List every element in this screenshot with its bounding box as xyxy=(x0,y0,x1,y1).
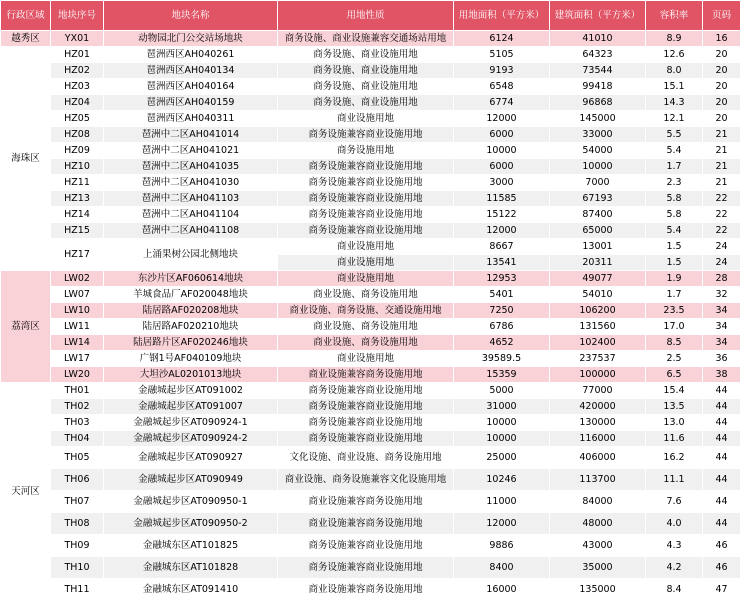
table-row xyxy=(1,223,740,239)
plot-ratio-cell: 1.7 xyxy=(646,287,703,303)
land-area-cell: 6000 xyxy=(454,159,550,175)
parcel-name-cell: 金融城起步区AT090927 xyxy=(104,447,278,469)
parcel-name-cell: 金融城东区AT101828 xyxy=(104,557,278,579)
land-area-cell: 12000 xyxy=(454,111,550,127)
page-cell: 22 xyxy=(703,223,740,239)
table-row xyxy=(1,513,740,535)
plot-ratio-cell: 11.6 xyxy=(646,431,703,447)
far-cell: 1.5 xyxy=(646,239,703,255)
table-row xyxy=(1,319,740,335)
parcel-name-cell: 东沙片区AF060614地块 xyxy=(104,271,278,287)
building-area-cell: 237537 xyxy=(550,351,646,367)
land-area-cell: 9886 xyxy=(454,535,550,557)
table-header-row xyxy=(1,1,740,31)
page-cell: 47 xyxy=(703,579,740,601)
land-area-cell: 6124 xyxy=(454,31,550,47)
parcel-name-cell: 琶洲中二区AH041103 xyxy=(104,191,278,207)
parcel-id-cell: HZ08 xyxy=(51,127,104,143)
page-cell: 16 xyxy=(703,31,740,47)
table-row xyxy=(1,383,740,399)
page-cell: 32 xyxy=(703,287,740,303)
parcel-name-cell: 琶洲西区AH040311 xyxy=(104,111,278,127)
page-cell: 20 xyxy=(703,63,740,79)
parcel-name-cell: 琶洲中二区AH041014 xyxy=(104,127,278,143)
parcel-name-cell: 金融城起步区AT091002 xyxy=(104,383,278,399)
header-land-area: 用地面积（平方米） xyxy=(454,1,550,31)
building-area-cell: 43000 xyxy=(550,535,646,557)
table-row xyxy=(1,63,740,79)
parcel-name-cell: 陆居路AF020210地块 xyxy=(104,319,278,335)
use-cell: 商业设施用地 xyxy=(278,239,454,255)
use-cell: 商业设施用地 xyxy=(278,255,454,271)
land-area-cell: 12953 xyxy=(454,271,550,287)
parcel-name-cell: 琶洲中二区AH041035 xyxy=(104,159,278,175)
land-area-cell: 15122 xyxy=(454,207,550,223)
page-cell: 46 xyxy=(703,535,740,557)
land-use-cell: 商业设施用地 xyxy=(278,111,454,127)
parcel-id-cell: HZ10 xyxy=(51,159,104,175)
building-area-cell: 54000 xyxy=(550,143,646,159)
parcel-name-cell: 琶洲西区AH040164 xyxy=(104,79,278,95)
plot-ratio-cell: 13.5 xyxy=(646,399,703,415)
table-row xyxy=(1,191,740,207)
parcel-id-cell: HZ05 xyxy=(51,111,104,127)
parcel-name-cell: 金融城起步区AT090924-1 xyxy=(104,415,278,431)
table-row xyxy=(1,399,740,415)
land-use-cell: 商务设施兼容商业设施用地 xyxy=(278,535,454,557)
district-cell: 荔湾区 xyxy=(1,271,51,383)
building-area-cell: 99418 xyxy=(550,79,646,95)
page-cell: 36 xyxy=(703,351,740,367)
page-cell: 21 xyxy=(703,143,740,159)
table-row xyxy=(1,491,740,513)
land-use-cell: 商务设施兼容商业设施用地 xyxy=(278,399,454,415)
parcel-id-cell: TH03 xyxy=(51,415,104,431)
land-area-cell: 6548 xyxy=(454,79,550,95)
parcel-id-cell: HZ01 xyxy=(51,47,104,63)
parcel-name-cell: 金融城起步区AT090950-2 xyxy=(104,513,278,535)
table-row xyxy=(1,79,740,95)
parcel-id-cell: TH06 xyxy=(51,469,104,491)
building-area-cell: 64323 xyxy=(550,47,646,63)
parcel-id-cell: TH10 xyxy=(51,557,104,579)
page-cell: 44 xyxy=(703,469,740,491)
page-cell: 22 xyxy=(703,191,740,207)
land-use-cell: 商业设施、商务设施、交通设施用地 xyxy=(278,303,454,319)
land-area-cell: 5105 xyxy=(454,47,550,63)
parcel-name-cell: 琶洲西区AH040159 xyxy=(104,95,278,111)
land-use-cell: 商务设施兼容商业设施用地 xyxy=(278,207,454,223)
parcel-id-cell: LW11 xyxy=(51,319,104,335)
land-use-cell: 商业设施兼容商务设施用地 xyxy=(278,579,454,601)
land-use-cell: 商务设施兼容商业设施用地 xyxy=(278,175,454,191)
land-use-cell: 商务设施兼容商业设施用地 xyxy=(278,415,454,431)
plot-ratio-cell: 2.3 xyxy=(646,175,703,191)
land-area-cell: 5401 xyxy=(454,287,550,303)
parcel-id-cell: YX01 xyxy=(51,31,104,47)
plot-ratio-cell: 15.4 xyxy=(646,383,703,399)
building-area-cell: 406000 xyxy=(550,447,646,469)
parcel-id-cell: HZ15 xyxy=(51,223,104,239)
parcel-name-cell: 琶洲中二区AH041030 xyxy=(104,175,278,191)
land-area-cell: 5000 xyxy=(454,383,550,399)
land-area-cell: 39589.5 xyxy=(454,351,550,367)
parcel-id-cell: TH11 xyxy=(51,579,104,601)
parcel-name-cell: 广钢1号AF040109地块 xyxy=(104,351,278,367)
parcel-id-cell: LW17 xyxy=(51,351,104,367)
district-cell: 海珠区 xyxy=(1,47,51,271)
land-use-cell: 商务设施、商业设施用地 xyxy=(278,47,454,63)
plot-ratio-cell: 4.3 xyxy=(646,535,703,557)
land-use-cell: 商业设施用地 xyxy=(278,351,454,367)
table-row xyxy=(1,175,740,191)
land-area-cell: 12000 xyxy=(454,223,550,239)
parcel-name-cell: 陆居路片区AF020246地块 xyxy=(104,335,278,351)
district-cell: 越秀区 xyxy=(1,31,51,47)
land-use-cell: 商业设施、商务设施用地 xyxy=(278,287,454,303)
parcel-id-cell: LW20 xyxy=(51,367,104,383)
land-use-cell: 商务设施用地 xyxy=(278,143,454,159)
plot-ratio-cell: 8.0 xyxy=(646,63,703,79)
parcel-id-cell: TH05 xyxy=(51,447,104,469)
page-cell: 44 xyxy=(703,513,740,535)
table-row xyxy=(1,239,740,255)
header-district: 行政区域 xyxy=(1,1,51,31)
page-cell: 44 xyxy=(703,415,740,431)
building-area-cell: 7000 xyxy=(550,175,646,191)
land-use-cell: 商务设施、商业设施用地 xyxy=(278,79,454,95)
building-area-cell: 131560 xyxy=(550,319,646,335)
building-area-cell: 48000 xyxy=(550,513,646,535)
building-area-cell: 84000 xyxy=(550,491,646,513)
plot-ratio-cell: 2.5 xyxy=(646,351,703,367)
building-area-cell: 49077 xyxy=(550,271,646,287)
building-area-cell: 33000 xyxy=(550,127,646,143)
plot-ratio-cell: 4.2 xyxy=(646,557,703,579)
table-row xyxy=(1,95,740,111)
land-area-cell: 6774 xyxy=(454,95,550,111)
table-row xyxy=(1,111,740,127)
parcel-id-cell: LW07 xyxy=(51,287,104,303)
building-area-cell: 113700 xyxy=(550,469,646,491)
table-body xyxy=(1,31,740,601)
building-area-cell: 77000 xyxy=(550,383,646,399)
page-cell: 46 xyxy=(703,557,740,579)
plot-ratio-cell: 15.1 xyxy=(646,79,703,95)
building-area-cell: 67193 xyxy=(550,191,646,207)
parcel-id-cell: HZ04 xyxy=(51,95,104,111)
page-cell: 34 xyxy=(703,335,740,351)
page-cell: 20 xyxy=(703,95,740,111)
page-cell: 24 xyxy=(703,255,740,271)
parcel-id-cell: TH07 xyxy=(51,491,104,513)
land-use-cell: 商业设施、商务设施用地 xyxy=(278,335,454,351)
table-row xyxy=(1,143,740,159)
parcel-id-cell: HZ13 xyxy=(51,191,104,207)
land-area-cell: 10000 xyxy=(454,431,550,447)
parcel-id-cell: TH09 xyxy=(51,535,104,557)
plot-ratio-cell: 8.4 xyxy=(646,579,703,601)
parcel-name-cell: 琶洲中二区AH041104 xyxy=(104,207,278,223)
table-row xyxy=(1,47,740,63)
plot-ratio-cell: 5.5 xyxy=(646,127,703,143)
page-cell: 28 xyxy=(703,271,740,287)
land-use-cell: 商业设施用地 xyxy=(278,271,454,287)
land-area-cell: 3000 xyxy=(454,175,550,191)
page-cell: 44 xyxy=(703,399,740,415)
parcel-name-cell: 琶洲西区AH040261 xyxy=(104,47,278,63)
land-area-cell: 16000 xyxy=(454,579,550,601)
parcel-name-cell: 陆居路AF020208地块 xyxy=(104,303,278,319)
building-area-cell: 87400 xyxy=(550,207,646,223)
parcel-id-cell: TH01 xyxy=(51,383,104,399)
build-cell: 20311 xyxy=(550,255,646,271)
land-use-cell: 商业设施、商务设施用地 xyxy=(278,319,454,335)
plot-ratio-cell: 12.1 xyxy=(646,111,703,127)
plot-ratio-cell: 11.1 xyxy=(646,469,703,491)
page-cell: 21 xyxy=(703,175,740,191)
land-area-cell: 15359 xyxy=(454,367,550,383)
plot-ratio-cell: 7.6 xyxy=(646,491,703,513)
table-row xyxy=(1,31,740,47)
header-building-area: 建筑面积（平方米） xyxy=(550,1,646,31)
table-row xyxy=(1,351,740,367)
parcel-name-cell: 金融城东区AT101825 xyxy=(104,535,278,557)
building-area-cell: 102400 xyxy=(550,335,646,351)
land-use-cell: 商务设施兼容商业设施用地 xyxy=(278,383,454,399)
page-cell: 34 xyxy=(703,303,740,319)
plot-ratio-cell: 23.5 xyxy=(646,303,703,319)
page-cell: 21 xyxy=(703,159,740,175)
building-area-cell: 135000 xyxy=(550,579,646,601)
building-area-cell: 420000 xyxy=(550,399,646,415)
parcel-id-cell: HZ09 xyxy=(51,143,104,159)
building-area-cell: 100000 xyxy=(550,367,646,383)
land-area-cell: 10246 xyxy=(454,469,550,491)
plot-ratio-cell: 12.6 xyxy=(646,47,703,63)
land-cell: 8667 xyxy=(454,239,550,255)
land-use-cell: 商务设施兼容商业设施用地 xyxy=(278,557,454,579)
parcel-id-cell: LW14 xyxy=(51,335,104,351)
parcel-id-cell: LW10 xyxy=(51,303,104,319)
building-area-cell: 106200 xyxy=(550,303,646,319)
land-area-cell: 25000 xyxy=(454,447,550,469)
plot-ratio-cell: 1.9 xyxy=(646,271,703,287)
page-cell: 44 xyxy=(703,447,740,469)
build-cell: 13001 xyxy=(550,239,646,255)
table-row xyxy=(1,431,740,447)
plot-ratio-cell: 13.0 xyxy=(646,415,703,431)
building-area-cell: 73544 xyxy=(550,63,646,79)
land-use-cell: 商务设施兼容商业设施用地 xyxy=(278,431,454,447)
building-area-cell: 10000 xyxy=(550,159,646,175)
plot-ratio-cell: 14.3 xyxy=(646,95,703,111)
header-parcel-id: 地块序号 xyxy=(51,1,104,31)
page-cell: 20 xyxy=(703,79,740,95)
parcel-name-cell: 金融城起步区AT091007 xyxy=(104,399,278,415)
land-area-cell: 6786 xyxy=(454,319,550,335)
building-area-cell: 96868 xyxy=(550,95,646,111)
district-cell: 天河区 xyxy=(1,383,51,601)
land-area-cell: 8400 xyxy=(454,557,550,579)
table-row xyxy=(1,579,740,601)
land-area-cell: 10000 xyxy=(454,143,550,159)
table-row xyxy=(1,535,740,557)
plot-ratio-cell: 5.4 xyxy=(646,143,703,159)
parcel-name-cell: 琶洲西区AH040134 xyxy=(104,63,278,79)
table-row xyxy=(1,127,740,143)
page-cell: 44 xyxy=(703,491,740,513)
parcel-id-cell: LW02 xyxy=(51,271,104,287)
land-area-cell: 12000 xyxy=(454,513,550,535)
building-area-cell: 65000 xyxy=(550,223,646,239)
parcel-name-cell: 琶洲中二区AH041108 xyxy=(104,223,278,239)
land-area-cell: 7250 xyxy=(454,303,550,319)
plot-ratio-cell: 8.9 xyxy=(646,31,703,47)
land-use-cell: 商业设施兼容商务设施用地 xyxy=(278,491,454,513)
land-area-cell: 31000 xyxy=(454,399,550,415)
building-area-cell: 35000 xyxy=(550,557,646,579)
land-area-cell: 10000 xyxy=(454,415,550,431)
table-row xyxy=(1,287,740,303)
land-use-cell: 商业设施兼容商务设施用地 xyxy=(278,513,454,535)
parcel-name-cell: 金融城起步区AT090924-2 xyxy=(104,431,278,447)
page-cell: 44 xyxy=(703,431,740,447)
header-page: 页码 xyxy=(703,1,740,31)
plot-ratio-cell: 17.0 xyxy=(646,319,703,335)
page-cell: 38 xyxy=(703,367,740,383)
building-area-cell: 116000 xyxy=(550,431,646,447)
land-area-cell: 11585 xyxy=(454,191,550,207)
parcel-name-cell: 金融城东区AT091410 xyxy=(104,579,278,601)
table-row xyxy=(1,271,740,287)
plot-ratio-cell: 5.8 xyxy=(646,191,703,207)
parcel-name-cell: 动物园北门公交站场地块 xyxy=(104,31,278,47)
table-row xyxy=(1,447,740,469)
table-row xyxy=(1,415,740,431)
parcel-id-cell: HZ14 xyxy=(51,207,104,223)
far-cell: 1.5 xyxy=(646,255,703,271)
building-area-cell: 130000 xyxy=(550,415,646,431)
header-plot-ratio: 容积率 xyxy=(646,1,703,31)
land-area-cell: 4652 xyxy=(454,335,550,351)
page-cell: 20 xyxy=(703,111,740,127)
plot-ratio-cell: 6.5 xyxy=(646,367,703,383)
land-use-cell: 商务设施兼容商业设施用地 xyxy=(278,127,454,143)
parcel-id-cell: HZ02 xyxy=(51,63,104,79)
parcel-name-cell: 羊城食品厂AF020048地块 xyxy=(104,287,278,303)
page-cell: 24 xyxy=(703,239,740,255)
plot-ratio-cell: 8.5 xyxy=(646,335,703,351)
header-land-use: 用地性质 xyxy=(278,1,454,31)
plot-ratio-cell: 1.7 xyxy=(646,159,703,175)
parcel-id-cell: TH04 xyxy=(51,431,104,447)
page-cell: 34 xyxy=(703,319,740,335)
page-cell: 44 xyxy=(703,383,740,399)
table-row xyxy=(1,469,740,491)
land-use-cell: 商务设施、商业设施兼容交通场站用地 xyxy=(278,31,454,47)
land-cell: 13541 xyxy=(454,255,550,271)
parcel-id-cell: HZ17 xyxy=(51,239,104,271)
parcel-id-cell: HZ11 xyxy=(51,175,104,191)
parcel-name-cell: 金融城起步区AT090949 xyxy=(104,469,278,491)
land-use-cell: 商务设施、商业设施用地 xyxy=(278,95,454,111)
land-use-cell: 商务设施、商业设施用地 xyxy=(278,63,454,79)
page-cell: 21 xyxy=(703,127,740,143)
parcel-id-cell: TH02 xyxy=(51,399,104,415)
header-parcel-name: 地块名称 xyxy=(104,1,278,31)
land-use-cell: 商业设施兼容商务设施用地 xyxy=(278,367,454,383)
land-use-cell: 商务设施兼容商业设施用地 xyxy=(278,223,454,239)
parcel-name-cell: 琶洲中二区AH041021 xyxy=(104,143,278,159)
building-area-cell: 145000 xyxy=(550,111,646,127)
table-row xyxy=(1,335,740,351)
plot-ratio-cell: 5.8 xyxy=(646,207,703,223)
plot-ratio-cell: 5.4 xyxy=(646,223,703,239)
table-row xyxy=(1,207,740,223)
land-use-cell: 商务设施兼容商业设施用地 xyxy=(278,159,454,175)
parcel-name-cell: 大坦沙AL0201013地块 xyxy=(104,367,278,383)
land-area-cell: 6000 xyxy=(454,127,550,143)
land-area-cell: 9193 xyxy=(454,63,550,79)
page-cell: 22 xyxy=(703,207,740,223)
parcel-name-cell: 上涌果树公园北侧地块 xyxy=(104,239,278,271)
page-cell: 20 xyxy=(703,47,740,63)
table-row xyxy=(1,159,740,175)
table-row xyxy=(1,303,740,319)
parcel-id-cell: TH08 xyxy=(51,513,104,535)
parcel-name-cell: 金融城起步区AT090950-1 xyxy=(104,491,278,513)
building-area-cell: 41010 xyxy=(550,31,646,47)
land-use-cell: 文化设施、商业设施、商务设施用地 xyxy=(278,447,454,469)
plot-ratio-cell: 4.0 xyxy=(646,513,703,535)
land-area-cell: 11000 xyxy=(454,491,550,513)
land-use-cell: 商务设施兼容商业设施用地 xyxy=(278,191,454,207)
building-area-cell: 54010 xyxy=(550,287,646,303)
table-row xyxy=(1,367,740,383)
plot-ratio-cell: 16.2 xyxy=(646,447,703,469)
land-use-cell: 商业设施、商务设施兼容文化设施用地 xyxy=(278,469,454,491)
table-row xyxy=(1,557,740,579)
parcel-id-cell: HZ03 xyxy=(51,79,104,95)
